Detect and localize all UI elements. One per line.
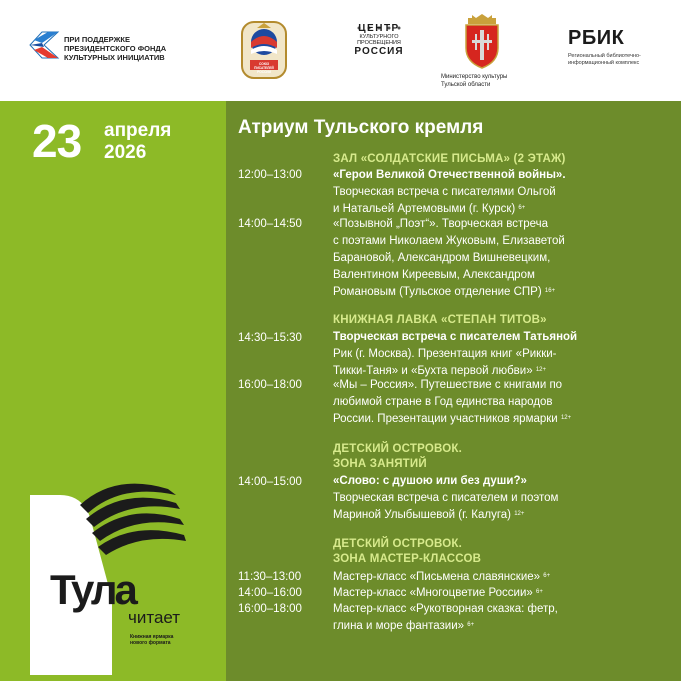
event-time: 11:30–13:00 bbox=[238, 571, 302, 583]
event-time: 16:00–18:00 bbox=[238, 603, 302, 615]
age-rating: 12+ bbox=[560, 415, 572, 421]
header-logos bbox=[0, 0, 681, 101]
pfki-text: ПРИ ПОДДЕРЖКЕ ПРЕЗИДЕНТСКОГО ФОНДА КУЛЬТУРНЫХ ИНИЦИАТИВ bbox=[64, 35, 167, 62]
section-heading: ДЕТСКИЙ ОСТРОВОК. ЗОНА ЗАНЯТИЙ bbox=[333, 443, 462, 470]
event-description: «Мы – Россия». Путешествие с книгами по любимой стране в Год единства народов России. Презентации участников ярмарки $^{12+}$ bbox=[333, 379, 572, 425]
age-rating: 12+ bbox=[535, 367, 546, 373]
age-rating: 16+ bbox=[544, 288, 556, 294]
age-rating: 6+ bbox=[536, 589, 543, 595]
pfki-logo-icon bbox=[28, 30, 60, 60]
festival-word-tula: Тула bbox=[50, 566, 135, 613]
writers-union-label: СОЮЗ ПИСАТЕЛЕЙ РОССИИ bbox=[254, 62, 274, 74]
section-heading: КНИЖНАЯ ЛАВКА «СТЕПАН ТИТОВ» bbox=[333, 314, 547, 326]
date-month-year: апреля 2026 bbox=[104, 120, 172, 163]
festival-word-chitaet: читает bbox=[128, 608, 181, 627]
event-time: 14:00–15:00 bbox=[238, 476, 302, 488]
event-description: Мастер-класс «Письмена славянские» $^{6+}$ bbox=[333, 571, 551, 583]
date-day: 23 bbox=[32, 115, 82, 167]
ministry-text: Министерство культуры Тульской области bbox=[441, 74, 508, 88]
event-time: 12:00–13:00 bbox=[238, 169, 302, 181]
event-time: 16:00–18:00 bbox=[238, 379, 302, 391]
event-time: 14:30–15:30 bbox=[238, 332, 302, 344]
age-rating: 6+ bbox=[543, 573, 551, 579]
tula-coat-of-arms-icon bbox=[460, 14, 504, 70]
age-rating: 12+ bbox=[514, 511, 525, 517]
event-time: 14:00–16:00 bbox=[238, 587, 302, 599]
center-culture-text: ЦЕНТР КУЛЬТУРНОГО ПРОСВЕЩЕНИЯ РОССИЯ bbox=[354, 23, 404, 57]
event-time: 14:00–14:50 bbox=[238, 218, 302, 230]
event-description: «Герои Великой Отечественной войны». Творческая встреча с писателями Ольгой и Натальей Артемовыми (г. Курск) $^{6+}$ bbox=[333, 169, 566, 215]
event-description: «Слово: с душою или без души?» Творческая встреча с писателем и поэтом Мариной Улыбышевой (г. Калуга) $^{12+}$ bbox=[333, 475, 559, 521]
event-description: Мастер-класс «Многоцветие России» $^{6+}$ bbox=[333, 587, 543, 599]
festival-tagline: Книжная ярмарка нового формата bbox=[130, 634, 174, 646]
age-rating: 6+ bbox=[467, 622, 475, 628]
festival-logo bbox=[0, 465, 226, 681]
event-description: «Позывной „Поэт“». Творческая встреча с поэтами Николаем Жуковым, Елизаветой Барановой, Александром Вишневецким, Валентином Киреевым, Александром Романовым (Тульское отделение СПР) $^{16+}$ bbox=[333, 218, 565, 298]
section-heading: ЗАЛ «СОЛДАТСКИЕ ПИСЬМА» (2 ЭТАЖ) bbox=[333, 153, 566, 165]
event-description: Творческая встреча с писателем Татьяной Рик (г. Москва). Презентация книг «Рикки- Тикки-Таня» и «Бухта первой любви» $^{12+}$ bbox=[333, 331, 578, 377]
rbik-subtitle: Региональный библиотечно- информационный комплекс bbox=[568, 53, 641, 66]
venue-title: Атриум Тульского кремля bbox=[238, 117, 484, 138]
age-rating: 6+ bbox=[518, 205, 526, 211]
rbik-logo: РБИК bbox=[568, 27, 625, 49]
section-heading: ДЕТСКИЙ ОСТРОВОК. ЗОНА МАСТЕР-КЛАССОВ bbox=[333, 538, 482, 565]
event-description: Мастер-класс «Рукотворная сказка: фетр, глина и море фантазии» $^{6+}$ bbox=[333, 603, 558, 632]
